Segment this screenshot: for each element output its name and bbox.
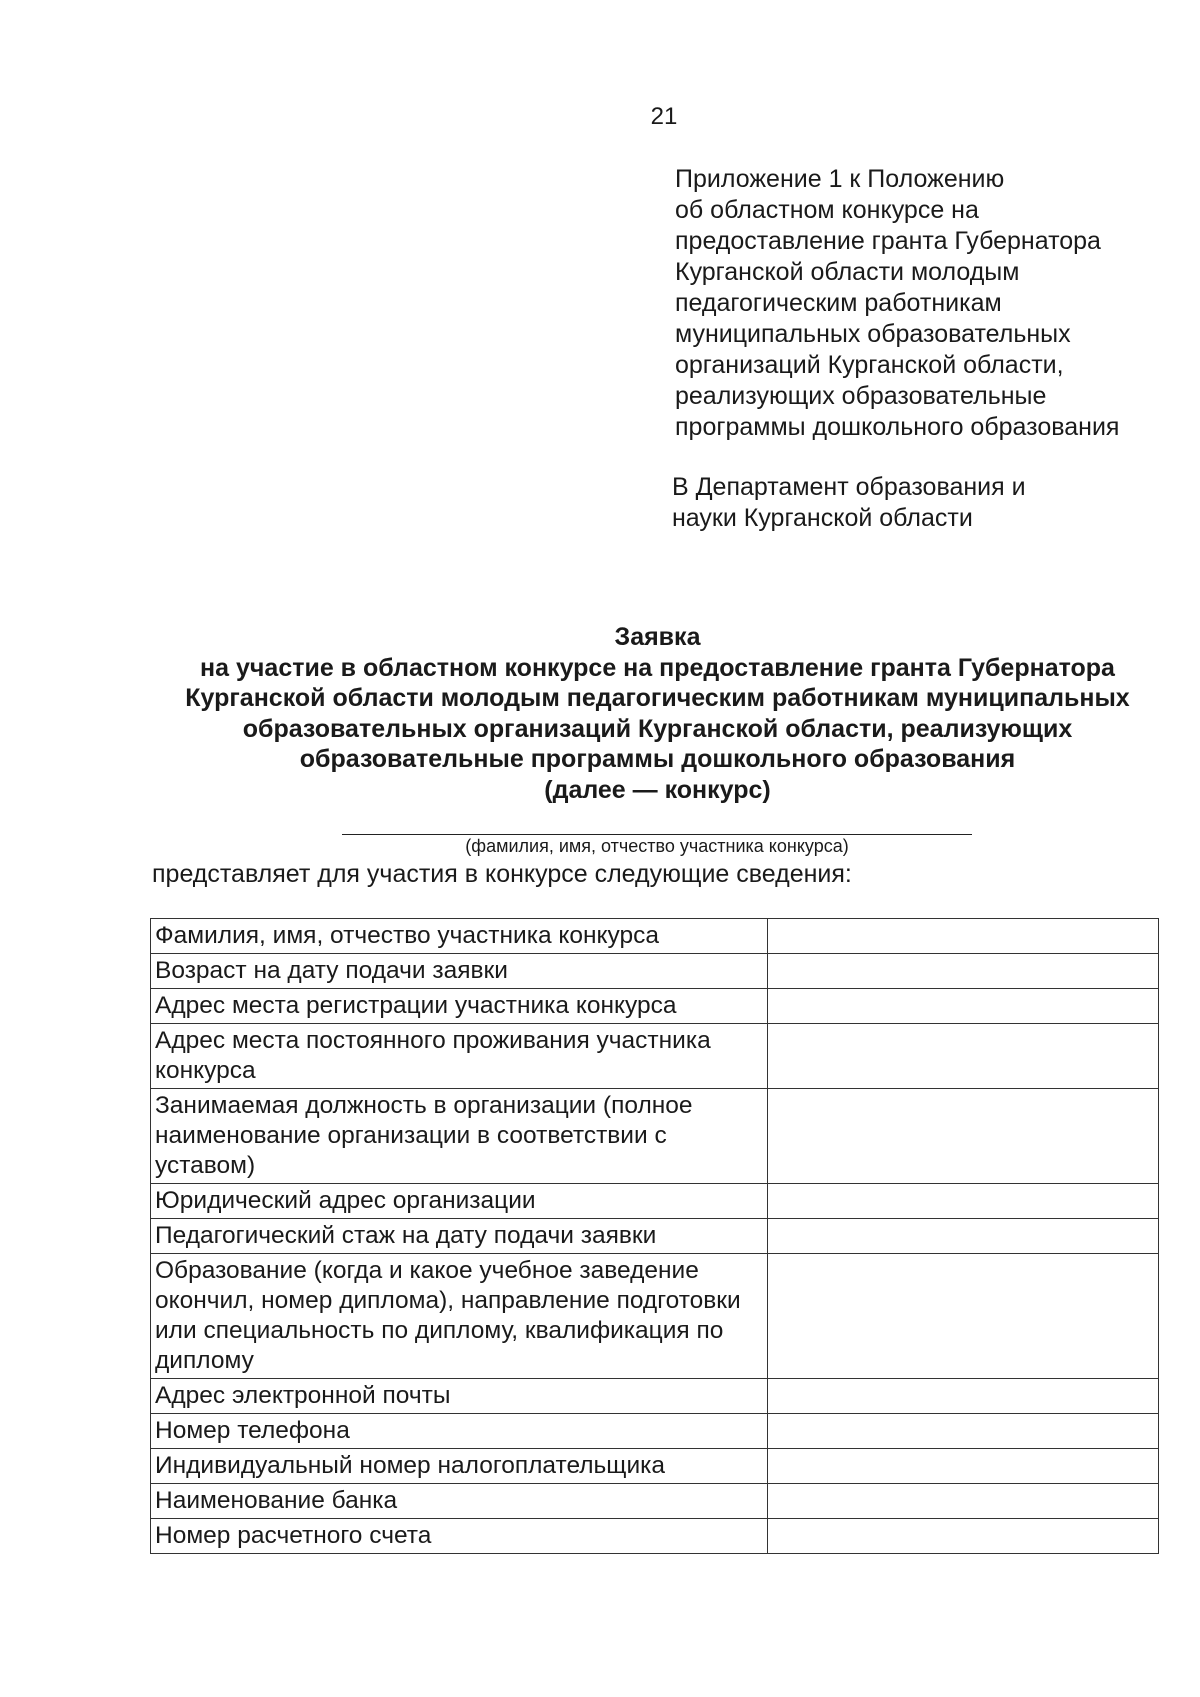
field-label: Наименование банка <box>151 1484 768 1519</box>
table-row <box>151 1449 1159 1484</box>
appendix-line: предоставление гранта Губернатора <box>675 227 1101 255</box>
field-value-cell[interactable] <box>768 1219 1159 1254</box>
appendix-line: реализующих образовательные <box>675 382 1047 410</box>
field-value-cell[interactable] <box>768 1089 1159 1184</box>
appendix-line: Приложение 1 к Положению <box>675 165 1005 193</box>
appendix-line: программы дошкольного образования <box>675 413 1120 441</box>
field-value-cell[interactable] <box>768 919 1159 954</box>
table-row <box>151 1024 1159 1089</box>
field-value-cell[interactable] <box>768 1414 1159 1449</box>
appendix-line: организаций Курганской области, <box>675 351 1064 379</box>
table-row <box>151 1519 1159 1554</box>
table-row <box>151 919 1159 954</box>
appendix-line: об областном конкурсе на <box>675 196 979 224</box>
title-line: на участие в областном конкурсе на предоставление гранта Губернатора <box>200 653 1115 682</box>
fio-caption: (фамилия, имя, отчество участника конкурса) <box>465 836 849 856</box>
addressee <box>672 472 1172 534</box>
field-label: Юридический адрес организации <box>151 1184 768 1219</box>
title-line: образовательные программы дошкольного образования <box>299 745 1016 773</box>
field-value-cell[interactable] <box>768 1484 1159 1519</box>
field-value-cell[interactable] <box>768 954 1159 989</box>
table-row <box>151 1089 1159 1184</box>
table-row <box>151 954 1159 989</box>
document-title <box>130 622 1185 805</box>
field-label: Педагогический стаж на дату подачи заявки <box>151 1219 768 1254</box>
table-row <box>151 1484 1159 1519</box>
field-label: Возраст на дату подачи заявки <box>151 954 768 989</box>
table-row <box>151 1414 1159 1449</box>
field-value-cell[interactable] <box>768 1449 1159 1484</box>
table-row <box>151 989 1159 1024</box>
appendix-line: муниципальных образовательных <box>675 320 1071 348</box>
field-label: Номер расчетного счета <box>151 1519 768 1554</box>
field-label: Индивидуальный номер налогоплательщика <box>151 1449 768 1484</box>
table-row <box>151 1254 1159 1379</box>
field-label: Адрес места регистрации участника конкурса <box>151 989 768 1024</box>
appendix-line: педагогическим работникам <box>675 289 1002 317</box>
field-label: Образование (когда и какое учебное заведение окончил, номер диплома), направление подготовки или специальность по диплому, квалификация по диплому <box>151 1254 768 1379</box>
title-line: Курганской области молодым педагогическим работникам муниципальных <box>185 684 1130 712</box>
application-table <box>150 918 1159 1554</box>
appendix-reference <box>675 164 1175 443</box>
field-value-cell[interactable] <box>768 1519 1159 1554</box>
field-value-cell[interactable] <box>768 1379 1159 1414</box>
table-row <box>151 1379 1159 1414</box>
table-row <box>151 1219 1159 1254</box>
field-value-cell[interactable] <box>768 1024 1159 1089</box>
field-value-cell[interactable] <box>768 989 1159 1024</box>
addressee-line: В Департамент образования и <box>672 473 1026 501</box>
fio-blank-line <box>342 834 972 835</box>
title-line: (далее — конкурс) <box>544 775 771 804</box>
table-row <box>151 1184 1159 1219</box>
field-value-cell[interactable] <box>768 1184 1159 1219</box>
intro-text: представляет для участия в конкурсе следующие сведения: <box>152 860 852 888</box>
title-line: Заявка <box>614 623 701 651</box>
appendix-line: Курганской области молодым <box>675 258 1020 286</box>
field-value-cell[interactable] <box>768 1254 1159 1379</box>
field-label: Адрес места постоянного проживания участника конкурса <box>151 1024 768 1089</box>
field-label: Номер телефона <box>151 1414 768 1449</box>
field-label: Фамилия, имя, отчество участника конкурса <box>151 919 768 954</box>
field-label: Занимаемая должность в организации (полное наименование организации в соответствии с уставом) <box>151 1089 768 1184</box>
addressee-line: науки Курганской области <box>672 504 973 532</box>
page-number: 21 <box>650 103 678 130</box>
title-line: образовательных организаций Курганской области, реализующих <box>242 714 1073 743</box>
field-label: Адрес электронной почты <box>151 1379 768 1414</box>
